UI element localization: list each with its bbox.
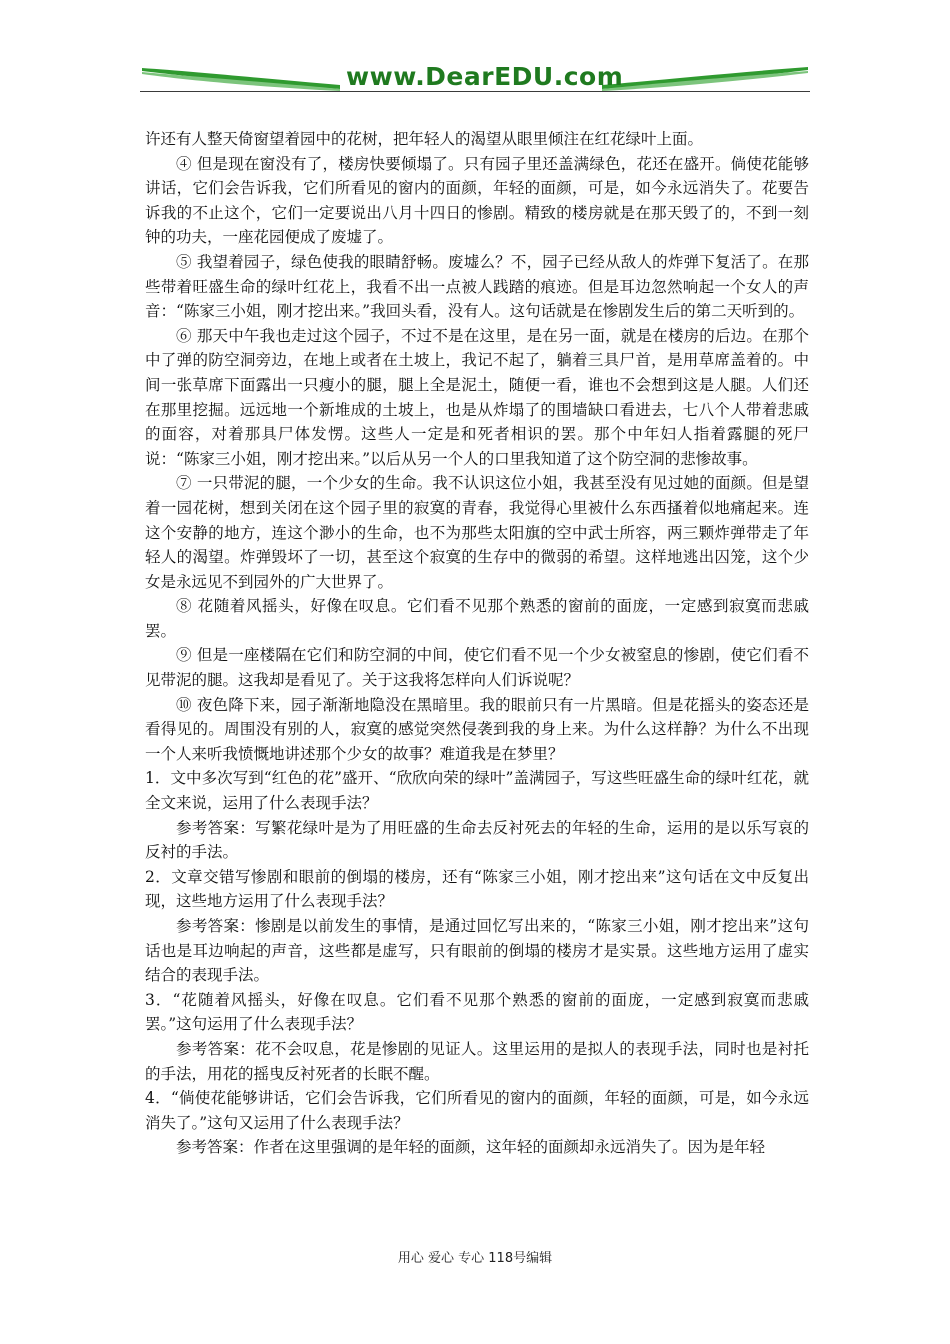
answer-1: 参考答案：写繁花绿叶是为了用旺盛的生命去反衬死去的年轻的生命，运用的是以乐写哀的反衬的手法。 bbox=[145, 818, 809, 862]
article-body bbox=[145, 127, 809, 1160]
paragraph-9: ⑨ 但是一座楼隔在它们和防空洞的中间，使它们看不见一个少女被窒息的惨剧，使它们看不见带泥的腿。这我却是看见了。关于这我将怎样向人们诉说呢？ bbox=[145, 646, 809, 690]
paragraph-4: ④ 但是现在窗没有了，楼房快要倾塌了。只有园子里还盖满绿色，花还在盛开。倘使花能够讲话，它们会告诉我，它们所看见的窗内的面颜，年轻的面颜，可是，如今永远消失了。花要告诉我的不止这个，它们一定要说出八月十四日的惨剧。精致的楼房就是在那天毁了的，不到一刻钟的功夫，一座花园便成了废墟了。 bbox=[145, 154, 809, 247]
paragraph-6: ⑥ 那天中午我也走过这个园子，不过不是在这里，是在另一面，就是在楼房的后边。在那个中了弹的防空洞旁边，在地上或者在土坡上，我记不起了，躺着三具尸首，是用草席盖着的。中间一张草席下面露出一只瘦小的腿，腿上全是泥土，随便一看，谁也不会想到这是人腿。人们还在那里挖掘。远远地一个新堆成的土坡上，也是从炸塌了的围墙缺口看进去，七八个人带着悲戚的面容，对着那具尸体发愣。这些人一定是和死者相识的罢。那个中年妇人指着露腿的死尸说：“陈家三小姐，刚才挖出来。”以后从另一个人的口里我知道了这个防空洞的悲惨故事。 bbox=[145, 326, 809, 468]
paragraph-8: ⑧ 花随着风摇头，好像在叹息。它们看不见那个熟悉的窗前的面庞，一定感到寂寞而悲戚罢。 bbox=[145, 597, 809, 640]
site-logo: www.DearEDU.com bbox=[346, 62, 624, 91]
lead-in-line: 许还有人整天倚窗望着园中的花树，把年轻人的渴望从眼里倾注在红花绿叶上面。 bbox=[145, 130, 704, 148]
paragraph-10: ⑩ 夜色降下来，园子渐渐地隐没在黑暗里。我的眼前只有一片黑暗。但是花摇头的姿态还是看得见的。周围没有别的人，寂寞的感觉突然侵袭到我的身上来。为什么这样静？为什么不出现一个人来听我愤慨地讲述那个少女的故事？难道我是在梦里？ bbox=[145, 695, 809, 763]
question-4: 4．“倘使花能够讲话，它们会告诉我，它们所看见的窗内的面颜，年轻的面颜，可是，如今永远消失了。”这句又运用了什么表现手法？ bbox=[145, 1089, 809, 1132]
header-divider bbox=[140, 91, 810, 92]
page-footer: 用心 爱心 专心 118号编辑 bbox=[397, 1251, 553, 1266]
answer-3: 参考答案：花不会叹息，花是惨剧的见证人。这里运用的是拟人的表现手法，同时也是衬托的手法，用花的摇曳反衬死者的长眠不醒。 bbox=[145, 1039, 809, 1083]
answer-4: 参考答案：作者在这里强调的是年轻的面颜，这年轻的面颜却永远消失了。因为是年轻 bbox=[176, 1138, 766, 1157]
paragraph-7: ⑦ 一只带泥的腿，一个少女的生命。我不认识这位小姐，我甚至没有见过她的面颜。但是望着一园花树，想到关闭在这个园子里的寂寞的青春，我觉得心里被什么东西搔着似地痛起来。连这个安静的地方，连这个渺小的生命，也不为那些太阳旗的空中武士所容，两三颗炸弹带走了年轻人的渴望。炸弹毁坏了一切，甚至这个寂寞的生存中的微弱的希望。这样地逃出囚笼，这个少女是永远见不到园外的广大世界了。 bbox=[145, 474, 809, 591]
question-3: 3．“花随着风摇头，好像在叹息。它们看不见那个熟悉的窗前的面庞，一定感到寂寞而悲戚罢。”这句运用了什么表现手法？ bbox=[145, 990, 809, 1034]
answer-2: 参考答案：惨剧是以前发生的事情，是通过回忆写出来的，“陈家三小姐，刚才挖出来”这句话也是耳边响起的声音，这些都是虚写，只有眼前的倒塌的楼房才是实景。这些地方运用了虚实结合的表现手法。 bbox=[145, 917, 809, 985]
paragraph-5: ⑤ 我望着园子，绿色使我的眼睛舒畅。废墟么？不，园子已经从敌人的炸弹下复活了。在那些带着旺盛生命的绿叶红花上，我看不出一点被人践踏的痕迹。但是耳边忽然响起一个女人的声音：“陈家三小姐，刚才挖出来。”我回头看，没有人。这句话就是在惨剧发生后的第二天听到的。 bbox=[145, 252, 809, 321]
page-header bbox=[140, 58, 810, 94]
question-2: 2．文章交错写惨剧和眼前的倒塌的楼房，还有“陈家三小姐，刚才挖出来”这句话在文中反复出现，这些地方运用了什么表现手法？ bbox=[145, 867, 809, 911]
question-1: 1．文中多次写到“红色的花”盛开、“欣欣向荣的绿叶”盖满园子，写这些旺盛生命的绿叶红花，就全文来说，运用了什么表现手法？ bbox=[145, 769, 809, 813]
